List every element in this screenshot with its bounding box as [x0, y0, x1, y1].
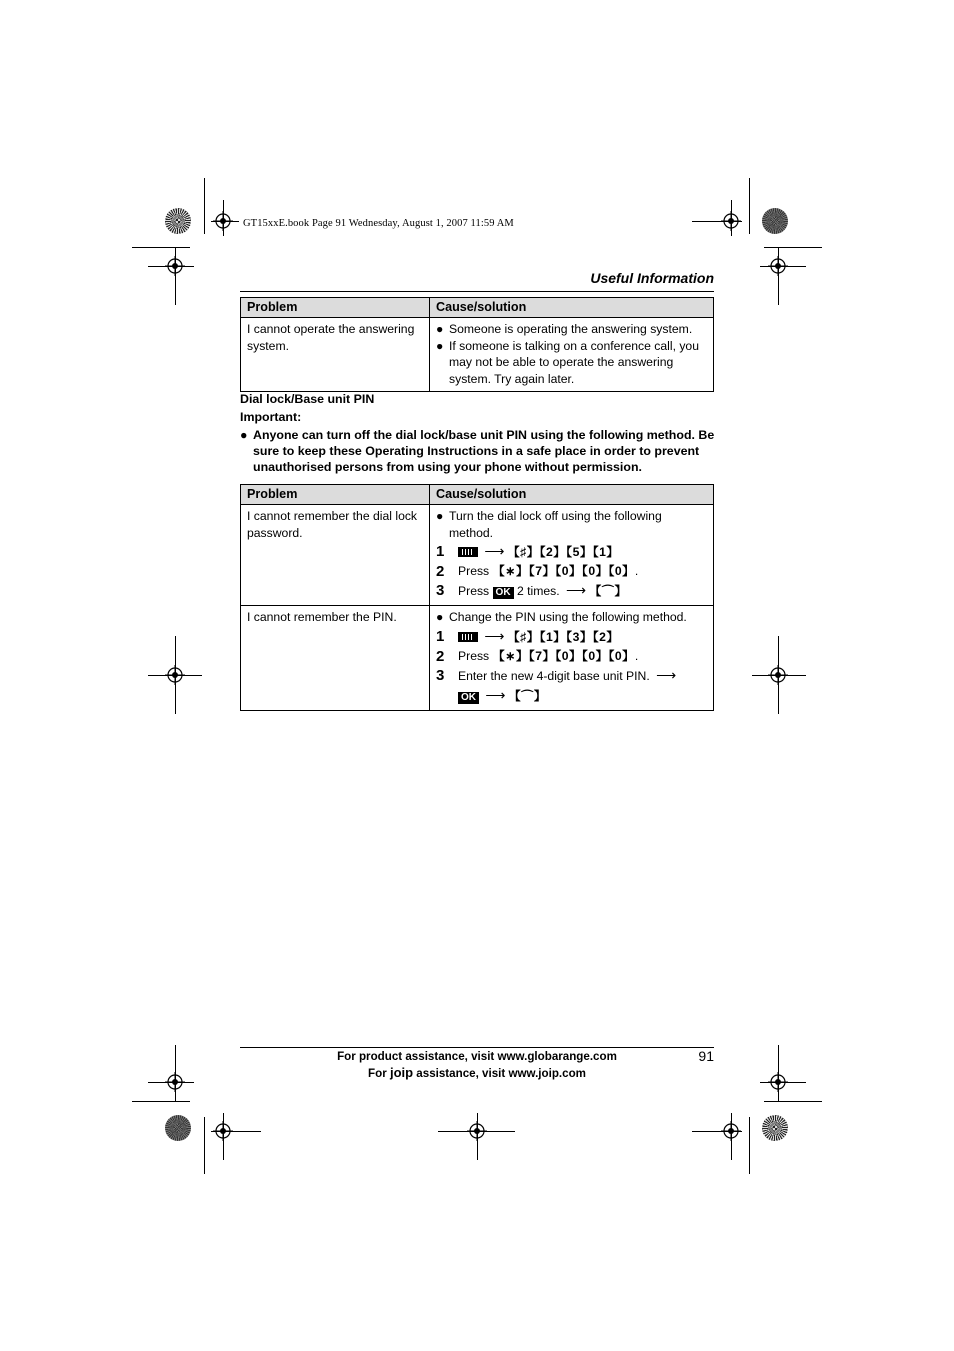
registration-target-icon [768, 1072, 788, 1092]
list-item: ● Change the PIN using the following method. [436, 610, 687, 624]
arrow-icon: ⟶ [656, 666, 677, 683]
header-rule [240, 291, 714, 292]
star-target-icon [762, 208, 788, 234]
off-key-icon: 【⌒】 [508, 688, 547, 703]
answering-system-table [240, 297, 714, 392]
step: 1 ⟶ 【♯】【1】【3】【2】 [436, 627, 620, 645]
star-target-icon [762, 1115, 788, 1141]
list-item: ● Turn the dial lock off using the following method. [436, 509, 662, 540]
bullet-icon: ● [436, 338, 444, 353]
list-item: ● If someone is talking on a conference call, you may not be able to operate the answering system. Try again later. [436, 338, 699, 386]
print-header: GT15xxE.book Page 91 Wednesday, August 1, 2007 11:59 AM [243, 218, 514, 229]
footer-line-1: For product assistance, visit www.globarange.com [337, 1050, 617, 1063]
key-sequence: 【♯】【2】【5】【1】 [507, 545, 620, 559]
registration-target-icon [768, 256, 788, 276]
footer-rule [240, 1047, 714, 1048]
star-target-icon [165, 208, 191, 234]
important-label: Important: [240, 410, 302, 424]
arrow-icon: ⟶ [484, 627, 505, 644]
solution-cell [430, 606, 714, 711]
key-sequence: 【∗】【7】【0】【0】【0】 [492, 648, 635, 663]
joip-logo: joip [389, 1065, 414, 1080]
table-row [241, 318, 714, 392]
arrow-icon: ⟶ [566, 582, 587, 598]
page-number: 91 [698, 1048, 714, 1064]
key-sequence: 【∗】【7】【0】【0】【0】 [492, 564, 635, 578]
step: 2 Press 【∗】【7】【0】【0】【0】. [436, 563, 639, 580]
section-title: Useful Information [590, 270, 714, 286]
list-item: ● Someone is operating the answering system. [436, 322, 693, 336]
dial-lock-table [240, 484, 714, 711]
registration-target-icon [768, 665, 788, 685]
menu-key-icon [458, 547, 478, 557]
ok-key-icon: OK [458, 692, 479, 704]
menu-key-icon [458, 632, 478, 642]
arrow-icon: ⟶ [484, 543, 505, 559]
registration-target-icon [721, 211, 741, 231]
problem-cell: I cannot operate the answering system. [241, 318, 430, 392]
registration-target-icon [467, 1121, 487, 1141]
step: 2 Press 【∗】【7】【0】【0】【0】. [436, 647, 639, 665]
dial-lock-heading: Dial lock/Base unit PIN [240, 392, 375, 406]
bullet-icon: ● [240, 428, 248, 442]
problem-cell: I cannot remember the dial lock password. [241, 505, 430, 606]
registration-target-icon [213, 211, 233, 231]
arrow-icon: ⟶ [485, 686, 506, 703]
column-header-problem: Problem [241, 485, 430, 505]
registration-target-icon [213, 1121, 233, 1141]
bullet-icon: ● [436, 322, 444, 336]
footer-assistance [240, 1049, 714, 1082]
important-note: ● Anyone can turn off the dial lock/base unit PIN using the following method. Be sure to keep these Operating Instructions in a safe place in order to prevent unauthorised persons from using your phone without permission. [240, 428, 715, 474]
key-sequence: 【♯】【1】【3】【2】 [507, 629, 620, 644]
bullet-icon: ● [436, 509, 444, 523]
column-header-cause: Cause/solution [430, 298, 714, 318]
problem-cell: I cannot remember the PIN. [241, 606, 430, 711]
bullet-icon: ● [436, 610, 444, 624]
star-target-icon [165, 1115, 191, 1141]
registration-target-icon [165, 256, 185, 276]
footer-line-2: For joip assistance, visit www.joip.com [368, 1065, 586, 1080]
registration-target-icon [165, 1072, 185, 1092]
column-header-cause: Cause/solution [430, 485, 714, 505]
table-row [241, 606, 714, 711]
step: 3 Enter the new 4-digit base unit PIN. ⟶ OK ⟶ 【⌒】 [436, 666, 707, 706]
solution-cell [430, 505, 714, 606]
solution-cell [430, 318, 714, 392]
step: 1 ⟶ 【♯】【2】【5】【1】 [436, 543, 620, 560]
registration-target-icon [721, 1121, 741, 1141]
step: 3 Press OK 2 times. ⟶ 【⌒】 [436, 582, 628, 599]
table-row [241, 505, 714, 606]
column-header-problem: Problem [241, 298, 430, 318]
registration-target-icon [165, 665, 185, 685]
ok-key-icon: OK [493, 587, 514, 599]
off-key-icon: 【⌒】 [589, 584, 628, 598]
